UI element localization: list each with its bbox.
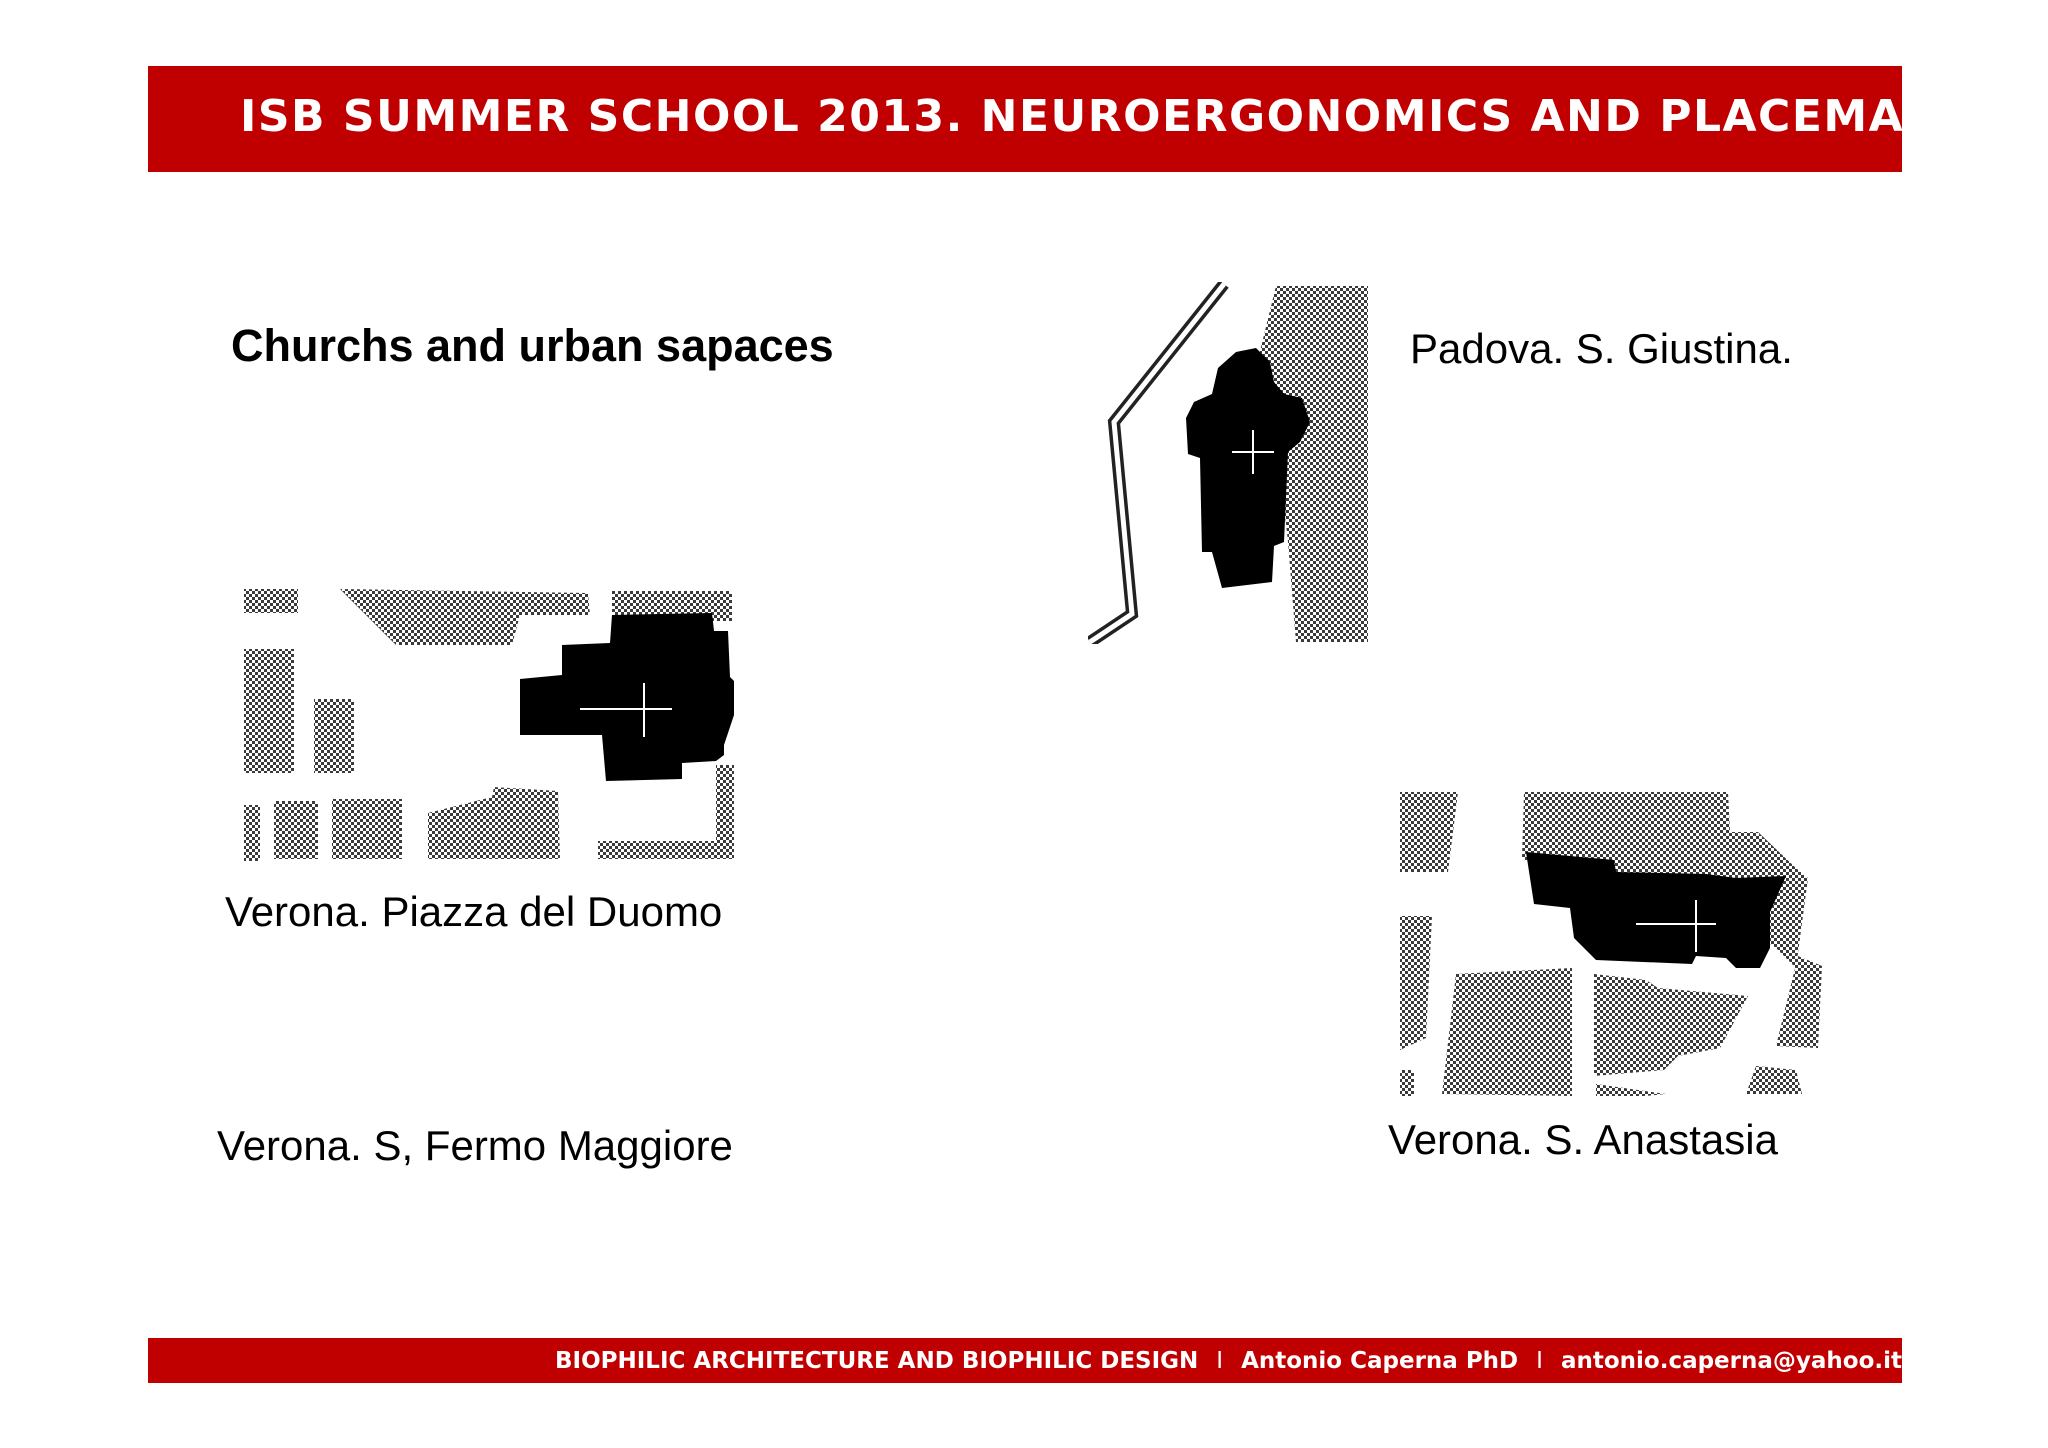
verona-anastasia-plan	[1396, 788, 1826, 1100]
footer-author: Antonio Caperna PhD	[1241, 1348, 1519, 1374]
caption-verona-fermo: Verona. S, Fermo Maggiore	[217, 1122, 733, 1169]
footer-email: antonio.caperna@yahoo.it	[1560, 1348, 1902, 1374]
duomo-church-footprint	[520, 613, 734, 781]
footer-separator: I	[1536, 1348, 1543, 1374]
verona-duomo-plan	[240, 585, 736, 867]
header-title: ISB SUMMER SCHOOL 2013. NEUROERGONOMICS AND PLACEMAKING	[240, 91, 2034, 142]
footer-course: BIOPHILIC ARCHITECTURE AND BIOPHILIC DESIGN	[555, 1348, 1199, 1374]
footer-credits	[555, 1349, 1902, 1374]
caption-padova-giustina: Padova. S. Giustina.	[1410, 325, 1793, 372]
footer-separator: I	[1216, 1348, 1224, 1374]
padova-giustina-plan	[1088, 282, 1370, 644]
slide-title: Churchs and urban sapaces	[231, 320, 834, 371]
caption-verona-duomo: Verona. Piazza del Duomo	[225, 888, 723, 935]
caption-verona-anastasia: Verona. S. Anastasia	[1388, 1116, 1778, 1163]
